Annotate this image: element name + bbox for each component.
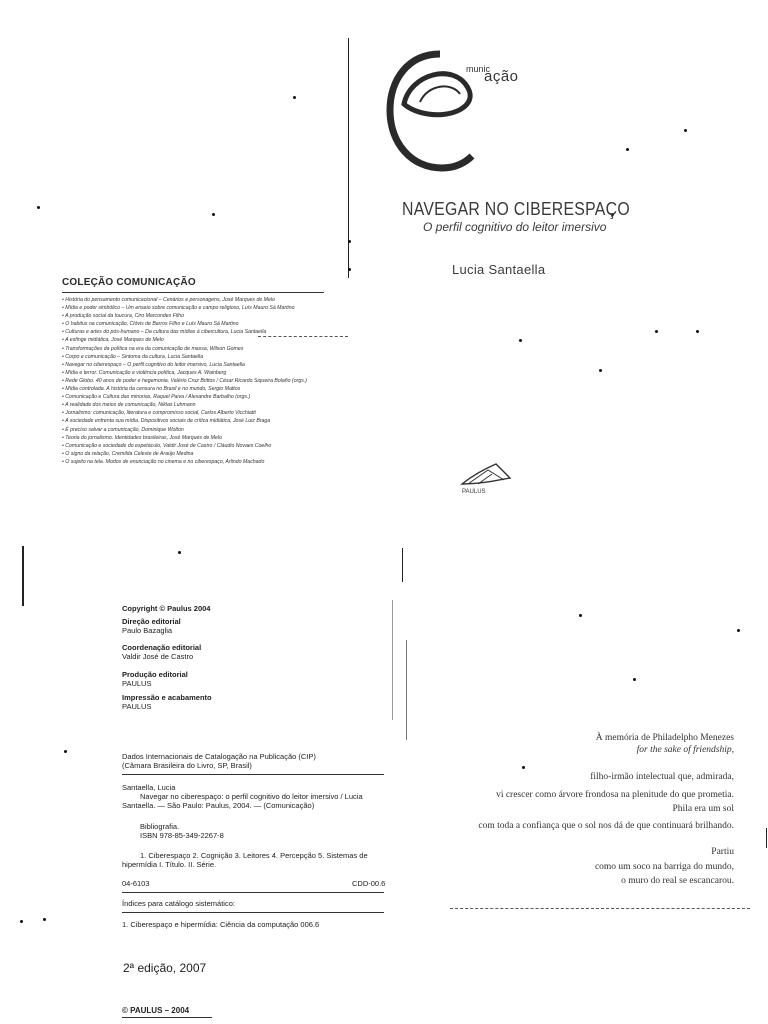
- index-entry: 1. Ciberespaço e hipermídia: Ciência da computação 006.6: [122, 920, 320, 929]
- series-title: COLEÇÃO COMUNICAÇÃO: [62, 277, 196, 288]
- list-item: • Rede Globo. 40 anos de poder e hegemonia, Valério Cruz Brittos / César Ricardo Siqueira Bolaño (orgs.): [62, 377, 307, 384]
- list-item: • A sociedade enfrenta sua mídia. Dispositivos sociais de crítica midiática, José Luiz Braga: [62, 418, 271, 425]
- list-item: • Jornalismo: comunicação, literatura e compromisso social, Carlos Alberto Vicchiatti: [62, 410, 256, 417]
- list-item: • História do pensamento comunicacional – Cenários e personagens, José Marques de Melo: [62, 297, 275, 303]
- list-item: • Mídia e terror. Comunicação e violência política, Jacques A. Wainberg: [62, 369, 227, 376]
- dedication-line: como um soco na barriga do mundo,: [594, 862, 734, 872]
- list-item: • A esfinge midiática, José Marques de Melo: [62, 337, 164, 344]
- cip-entry-cont: Santaella. — São Paulo: Paulus, 2004. — (Comunicação): [122, 801, 315, 810]
- edition-line: 2ª edição, 2007: [123, 961, 207, 975]
- direcao-name: Paulo Bazaglia: [122, 626, 173, 635]
- scan-speck: [626, 148, 629, 151]
- list-item: • O signo da relação, Cremilda Celeste de Araújo Medina: [62, 450, 194, 457]
- page-edge-line: [766, 828, 767, 848]
- dedication-line: À memória de Philadelpho Menezes: [595, 733, 734, 743]
- cip-subjects-cont: hipermídia I. Título. II. Série.: [122, 860, 217, 869]
- list-item: • A produção social da loucura, Ciro Marcondes Filho: [62, 313, 184, 320]
- scan-speck: [348, 240, 351, 243]
- cip-subtitle: (Câmara Brasileira do Livro, SP, Brasil): [122, 761, 252, 770]
- logo-word-small: munic: [466, 64, 491, 74]
- cip-cdd: CDD-00.6: [352, 879, 386, 888]
- index-divider: [122, 912, 384, 913]
- list-item: • Teoria do jornalismo. Identidades brasileiras, José Marques de Melo: [62, 434, 222, 441]
- scan-speck: [212, 213, 215, 216]
- scan-speck: [37, 206, 40, 209]
- list-item: • Comunicação e Cultura das minorias, Raquel Paiva / Alexandre Barbalho (orgs.): [62, 394, 251, 401]
- dedication-line: o muro do real se escancarou.: [621, 876, 734, 886]
- scan-speck: [64, 750, 67, 753]
- page-edge-line: [402, 548, 403, 582]
- page-edge-line: [406, 640, 407, 740]
- dedication-line: vi crescer como árvore frondosa na plenitude do que prometia.: [496, 790, 734, 800]
- scan-speck: [633, 678, 636, 681]
- coordenacao-name: Valdir José de Castro: [122, 652, 194, 661]
- scan-speck: [696, 330, 699, 333]
- cip-title: Dados Internacionais de Catalogação na Publicação (CIP): [122, 752, 316, 761]
- scan-speck: [522, 766, 525, 769]
- list-item: • Corpo e comunicação – Sintoma da cultura, Lucia Santaella: [62, 353, 204, 360]
- scan-speck: [579, 614, 582, 617]
- scan-speck: [178, 551, 181, 554]
- list-item: • Navegar no ciberespaço – O perfil cognitivo do leitor imersivo, Lucia Santaella: [62, 361, 245, 368]
- dedication-line: filho-irmão intelectual que, admirada,: [590, 772, 734, 782]
- scan-speck: [293, 96, 296, 99]
- list-item: • O sujeito na tela. Modos de enunciação no cinema e no ciberespaço, Arlindo Machado: [62, 458, 265, 465]
- cip-number: 04-6103: [122, 879, 150, 888]
- cip-divider: [122, 774, 384, 775]
- scan-speck: [655, 330, 658, 333]
- list-item: • Mídia controlada. A história da censura no Brasil e no mundo, Sergio Mattos: [62, 386, 241, 393]
- copyright-line: Copyright © Paulus 2004: [122, 604, 211, 613]
- scan-speck: [737, 629, 740, 632]
- list-item: • Transformações da política na era da comunicação de massa, Wilson Gomes: [62, 345, 244, 352]
- list-item: • Mídia e poder simbólico – Um ensaio sobre comunicação e campo religioso, Luís Mauro Sá Martino: [62, 305, 295, 312]
- dedication-line: Phila era um sol: [672, 804, 734, 814]
- list-item: • Culturas e artes do pós-humano – Da cultura das mídias à cibercultura, Lucia Santaella: [62, 329, 267, 336]
- dedication-line: for the sake of friendship,: [636, 745, 734, 755]
- page-edge-line: [22, 546, 24, 606]
- impressao-label: Impressão e acabamento: [122, 693, 212, 702]
- cip-author: Santaella, Lucia: [122, 783, 176, 792]
- cip-bibliography: Bibliografia.: [140, 822, 180, 831]
- index-title: Índices para catálogo sistemático:: [122, 899, 235, 908]
- producao-label: Produção editorial: [122, 670, 188, 679]
- cip-subjects: 1. Ciberespaço 2. Cognição 3. Leitores 4. Percepção 5. Sistemas de: [140, 851, 368, 860]
- publisher-name: PAULUS: [462, 489, 486, 495]
- book-author: Lucia Santaella: [452, 262, 546, 277]
- scan-speck: [684, 129, 687, 132]
- book-title: NAVEGAR NO CIBERESPAÇO: [402, 199, 630, 219]
- scan-speck: [20, 920, 23, 923]
- list-item: • A realidade dos meios de comunicação, Niklas Luhmann: [62, 402, 196, 409]
- dedication-line: com toda a confiança que o sol nos dá de que continuará brilhando.: [478, 821, 734, 831]
- dedication-line: Partiu: [711, 847, 734, 857]
- cip-isbn: ISBN 978-85-349-2267-8: [140, 831, 224, 840]
- list-item: • O habitus na comunicação, Clóvis de Barros Filho e Luís Mauro Sá Martino: [62, 321, 239, 328]
- cip-entry: Navegar no ciberespaço: o perfil cognitivo do leitor imersivo / Lucia: [140, 792, 363, 801]
- scan-speck: [348, 268, 351, 271]
- footer-divider: [122, 1017, 212, 1018]
- logo-word: ação: [484, 68, 519, 85]
- list-item: • É preciso salvar a comunicação, Dominique Wolton: [62, 426, 184, 433]
- copyright-footer: © PAULUS – 2004: [122, 1006, 190, 1015]
- scan-speck: [599, 369, 602, 372]
- direcao-label: Direção editorial: [122, 617, 181, 626]
- series-list: [62, 296, 332, 466]
- cip-divider: [122, 892, 384, 893]
- list-item: • Comunicação e sociedade do espetáculo, Valdir José de Castro / Cláudio Novaes Coelho: [62, 442, 272, 449]
- book-subtitle: O perfil cognitivo do leitor imersivo: [423, 220, 607, 234]
- series-divider: [62, 292, 324, 293]
- scan-speck: [519, 339, 522, 342]
- producao-name: PAULUS: [122, 679, 152, 688]
- scan-dash-line: [450, 908, 750, 909]
- publisher-logo-icon: [458, 458, 520, 490]
- coordenacao-label: Coordenação editorial: [122, 643, 202, 652]
- page-edge-line: [392, 600, 393, 720]
- impressao-name: PAULUS: [122, 702, 152, 711]
- scan-speck: [43, 918, 46, 921]
